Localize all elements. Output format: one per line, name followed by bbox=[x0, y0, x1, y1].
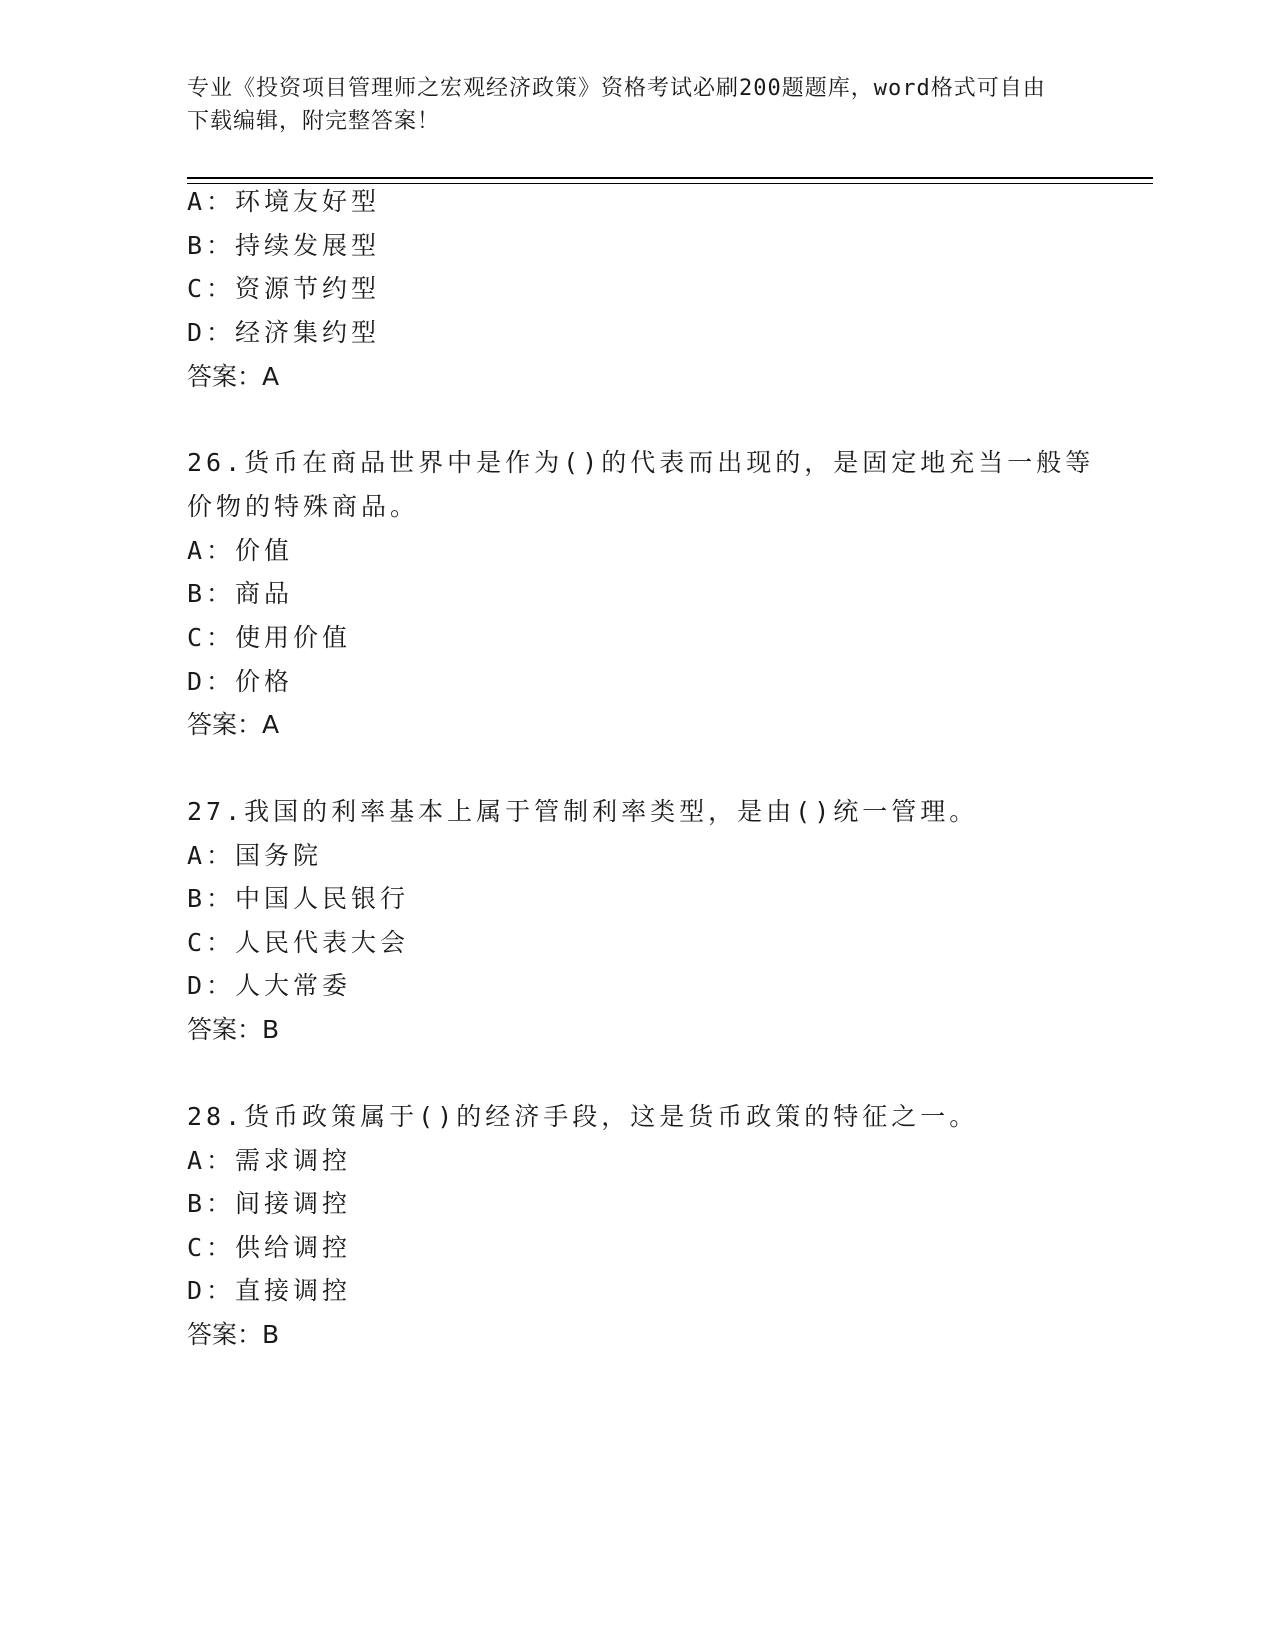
q28-stem-line1: 28.货币政策属于()的经济手段，这是货币政策的特征之一。 bbox=[187, 1102, 979, 1131]
q27-option-a: A：国务院 bbox=[187, 841, 323, 870]
q26-stem-line2: 价物的特殊商品。 bbox=[187, 492, 420, 521]
header-divider bbox=[187, 177, 1153, 179]
q28-answer: 答案：B bbox=[187, 1320, 280, 1349]
document-title: 专业《投资项目管理师之宏观经济政策》资格考试必刷200题题库，word格式可自由下载编辑，附完整答案！ bbox=[187, 76, 1046, 134]
q28-option-b: B：间接调控 bbox=[187, 1189, 352, 1218]
q26-option-c: C：使用价值 bbox=[187, 623, 352, 652]
q28-option-d: D：直接调控 bbox=[187, 1276, 352, 1305]
q26-answer: 答案：A bbox=[187, 710, 280, 739]
q26-option-a: A：价值 bbox=[187, 536, 294, 565]
q27-option-b: B：中国人民银行 bbox=[187, 884, 410, 913]
q26-stem-line1: 26.货币在商品世界中是作为()的代表而出现的，是固定地充当一般等 bbox=[187, 448, 1095, 477]
q27-option-d: D：人大常委 bbox=[187, 971, 352, 1000]
q27-answer: 答案：B bbox=[187, 1015, 280, 1044]
q26-option-d: D：价格 bbox=[187, 667, 294, 696]
q27-option-c: C：人民代表大会 bbox=[187, 928, 410, 957]
q25-option-b: B：持续发展型 bbox=[187, 231, 381, 260]
q25-option-c: C：资源节约型 bbox=[187, 274, 381, 303]
header-divider-thin bbox=[187, 183, 1153, 184]
q27-stem-line1: 27.我国的利率基本上属于管制利率类型，是由()统一管理。 bbox=[187, 797, 979, 826]
q28-option-c: C：供给调控 bbox=[187, 1233, 352, 1262]
q25-answer: 答案：A bbox=[187, 362, 280, 391]
q25-option-a: A：环境友好型 bbox=[187, 187, 381, 216]
q28-option-a: A：需求调控 bbox=[187, 1146, 352, 1175]
q26-option-b: B：商品 bbox=[187, 579, 294, 608]
q25-option-d: D：经济集约型 bbox=[187, 318, 381, 347]
